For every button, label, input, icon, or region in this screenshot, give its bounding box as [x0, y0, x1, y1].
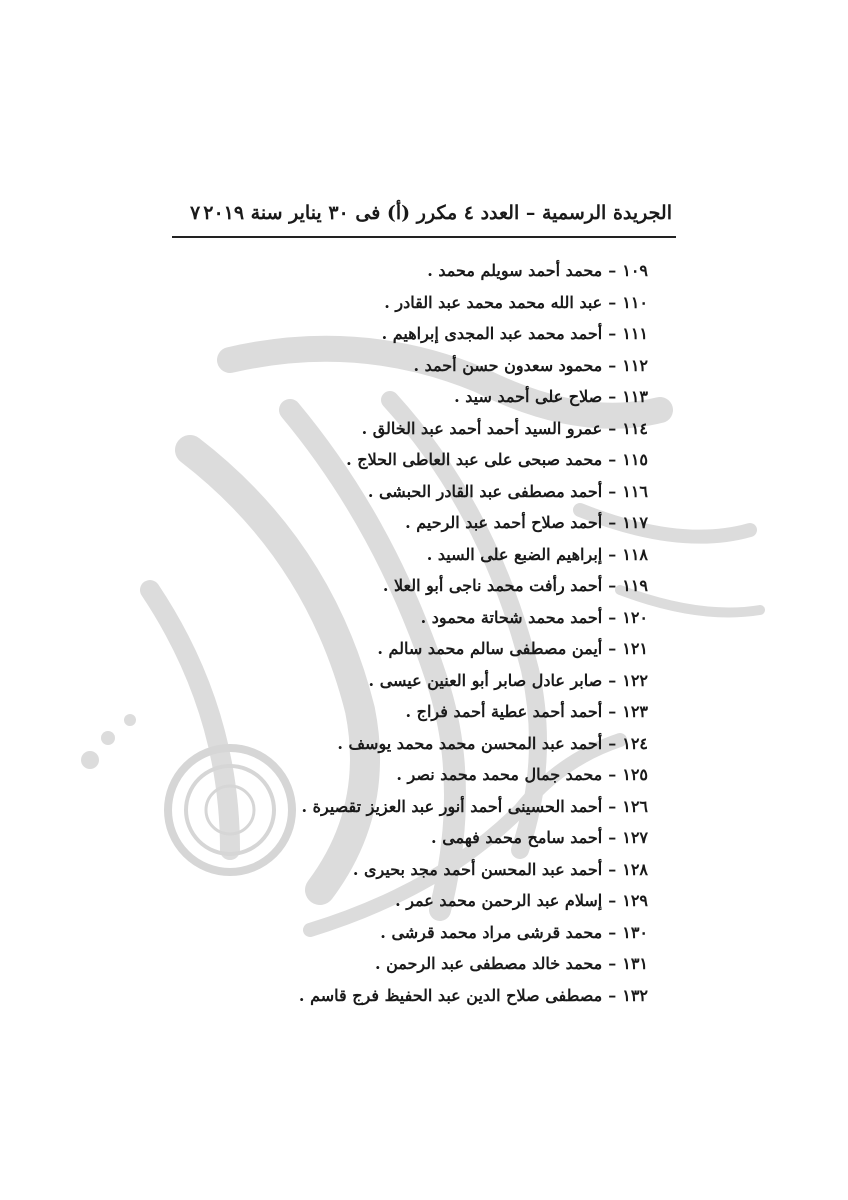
item-number: ١٢٣ — [622, 702, 648, 721]
item-name: أحمد الحسينى أحمد أنور عبد العزيز تقصيرة . — [301, 796, 603, 816]
list-item — [188, 476, 648, 508]
item-separator: – — [608, 387, 617, 406]
list-item — [188, 350, 648, 382]
item-name: محمد خالد مصطفى عبد الرحمن . — [374, 954, 603, 973]
header-divider — [172, 236, 676, 238]
item-separator: – — [608, 576, 617, 595]
list-item — [188, 696, 648, 728]
list-item — [188, 791, 648, 823]
item-number: ١١٦ — [622, 481, 648, 501]
item-separator: – — [608, 922, 617, 942]
list-item — [188, 318, 648, 350]
item-name: أيمن مصطفى سالم محمد سالم . — [377, 639, 603, 658]
page-header — [172, 198, 676, 234]
item-separator: – — [608, 859, 617, 879]
item-separator: – — [608, 544, 617, 564]
item-name: أحمد رأفت محمد ناجى أبو العلا . — [382, 576, 603, 595]
list-item — [188, 444, 648, 476]
item-name: محمود سعدون حسن أحمد . — [413, 355, 603, 375]
item-separator: – — [608, 418, 617, 438]
item-separator: – — [608, 450, 617, 469]
list-item — [188, 381, 648, 413]
item-name: محمد قرشى مراد محمد قرشى . — [380, 922, 603, 942]
item-name: محمد أحمد سويلم محمد . — [427, 261, 603, 280]
item-number: ١٢٢ — [622, 670, 648, 690]
item-name: عمرو السيد أحمد أحمد عبد الخالق . — [361, 418, 603, 438]
item-name: أحمد صلاح أحمد عبد الرحيم . — [405, 513, 603, 532]
item-number: ١١٥ — [622, 450, 648, 469]
list-item — [188, 602, 648, 634]
item-name: محمد صبحى على عبد العاطى الحلاج . — [346, 450, 603, 469]
list-item — [188, 413, 648, 445]
item-separator: – — [608, 639, 617, 658]
item-number: ١١٧ — [622, 513, 648, 532]
item-number: ١١١ — [622, 324, 648, 343]
item-name: عبد الله محمد محمد عبد القادر . — [384, 292, 603, 312]
item-separator: – — [608, 261, 617, 280]
page-number: ٧ — [190, 202, 201, 224]
item-separator: – — [608, 292, 617, 312]
item-separator: – — [608, 891, 617, 910]
item-separator: – — [608, 985, 617, 1005]
item-number: ١١٤ — [622, 418, 648, 438]
item-separator: – — [608, 607, 617, 627]
item-number: ١٢٩ — [622, 891, 648, 910]
list-item — [188, 287, 648, 319]
item-separator: – — [608, 733, 617, 753]
item-name: صلاح على أحمد سيد . — [454, 387, 603, 406]
item-name: صابر عادل صابر أبو العنين عيسى . — [368, 670, 603, 690]
list-item — [188, 854, 648, 886]
list-item — [188, 539, 648, 571]
item-separator: – — [608, 355, 617, 375]
item-number: ١٢٤ — [622, 733, 648, 753]
item-number: ١٠٩ — [622, 261, 648, 280]
item-number: ١١٨ — [622, 544, 648, 564]
item-number: ١١٩ — [622, 576, 648, 595]
item-separator: – — [608, 670, 617, 690]
item-separator: – — [608, 765, 617, 784]
list-item — [188, 759, 648, 791]
item-name: مصطفى صلاح الدين عبد الحفيظ فرج قاسم . — [298, 985, 603, 1005]
item-name: أحمد محمد عبد المجدى إبراهيم . — [381, 324, 603, 343]
item-separator: – — [608, 513, 617, 532]
item-separator: – — [608, 954, 617, 973]
list-item — [188, 633, 648, 665]
item-number: ١١٢ — [622, 355, 648, 375]
item-separator: – — [608, 481, 617, 501]
item-separator: – — [608, 702, 617, 721]
item-separator: – — [608, 324, 617, 343]
list-item — [188, 507, 648, 539]
item-name: أحمد مصطفى عبد القادر الحبشى . — [367, 481, 603, 501]
item-number: ١٣٠ — [622, 922, 648, 942]
item-number: ١٢٨ — [622, 859, 648, 879]
item-name: إبراهيم الضبع على السيد . — [426, 544, 603, 564]
item-number: ١٣٢ — [622, 985, 648, 1005]
item-name: أحمد محمد شحاتة محمود . — [420, 607, 603, 627]
list-item — [188, 665, 648, 697]
item-number: ١٢١ — [622, 639, 648, 658]
list-item — [188, 822, 648, 854]
item-name: أحمد عبد المحسن أحمد مجد بحيرى . — [352, 859, 603, 879]
item-name: أحمد عبد المحسن محمد محمد يوسف . — [337, 733, 603, 753]
item-name: أحمد أحمد عطية أحمد فراج . — [405, 702, 603, 721]
gazette-title: الجريدة الرسمية – العدد ٤ مكرر (أ) فى ٣٠ يناير سنة ٢٠١٩ — [203, 202, 672, 224]
list-item — [188, 728, 648, 760]
list-item — [188, 917, 648, 949]
list-item — [188, 885, 648, 917]
item-name: إسلام عبد الرحمن محمد عمر . — [395, 891, 603, 910]
list-item — [188, 255, 648, 287]
item-number: ١٢٠ — [622, 607, 648, 627]
item-separator: – — [608, 828, 617, 847]
item-number: ١٣١ — [622, 954, 648, 973]
item-number: ١١٠ — [622, 292, 648, 312]
list-item — [188, 980, 648, 1012]
item-name: أحمد سامح محمد فهمى . — [431, 828, 603, 847]
names-list — [188, 255, 648, 1011]
item-number: ١١٣ — [622, 387, 648, 406]
item-number: ١٢٧ — [622, 828, 648, 847]
item-number: ١٢٦ — [622, 796, 648, 816]
item-number: ١٢٥ — [622, 765, 648, 784]
item-name: محمد جمال محمد محمد نصر . — [396, 765, 603, 784]
list-item — [188, 948, 648, 980]
list-item — [188, 570, 648, 602]
item-separator: – — [608, 796, 617, 816]
